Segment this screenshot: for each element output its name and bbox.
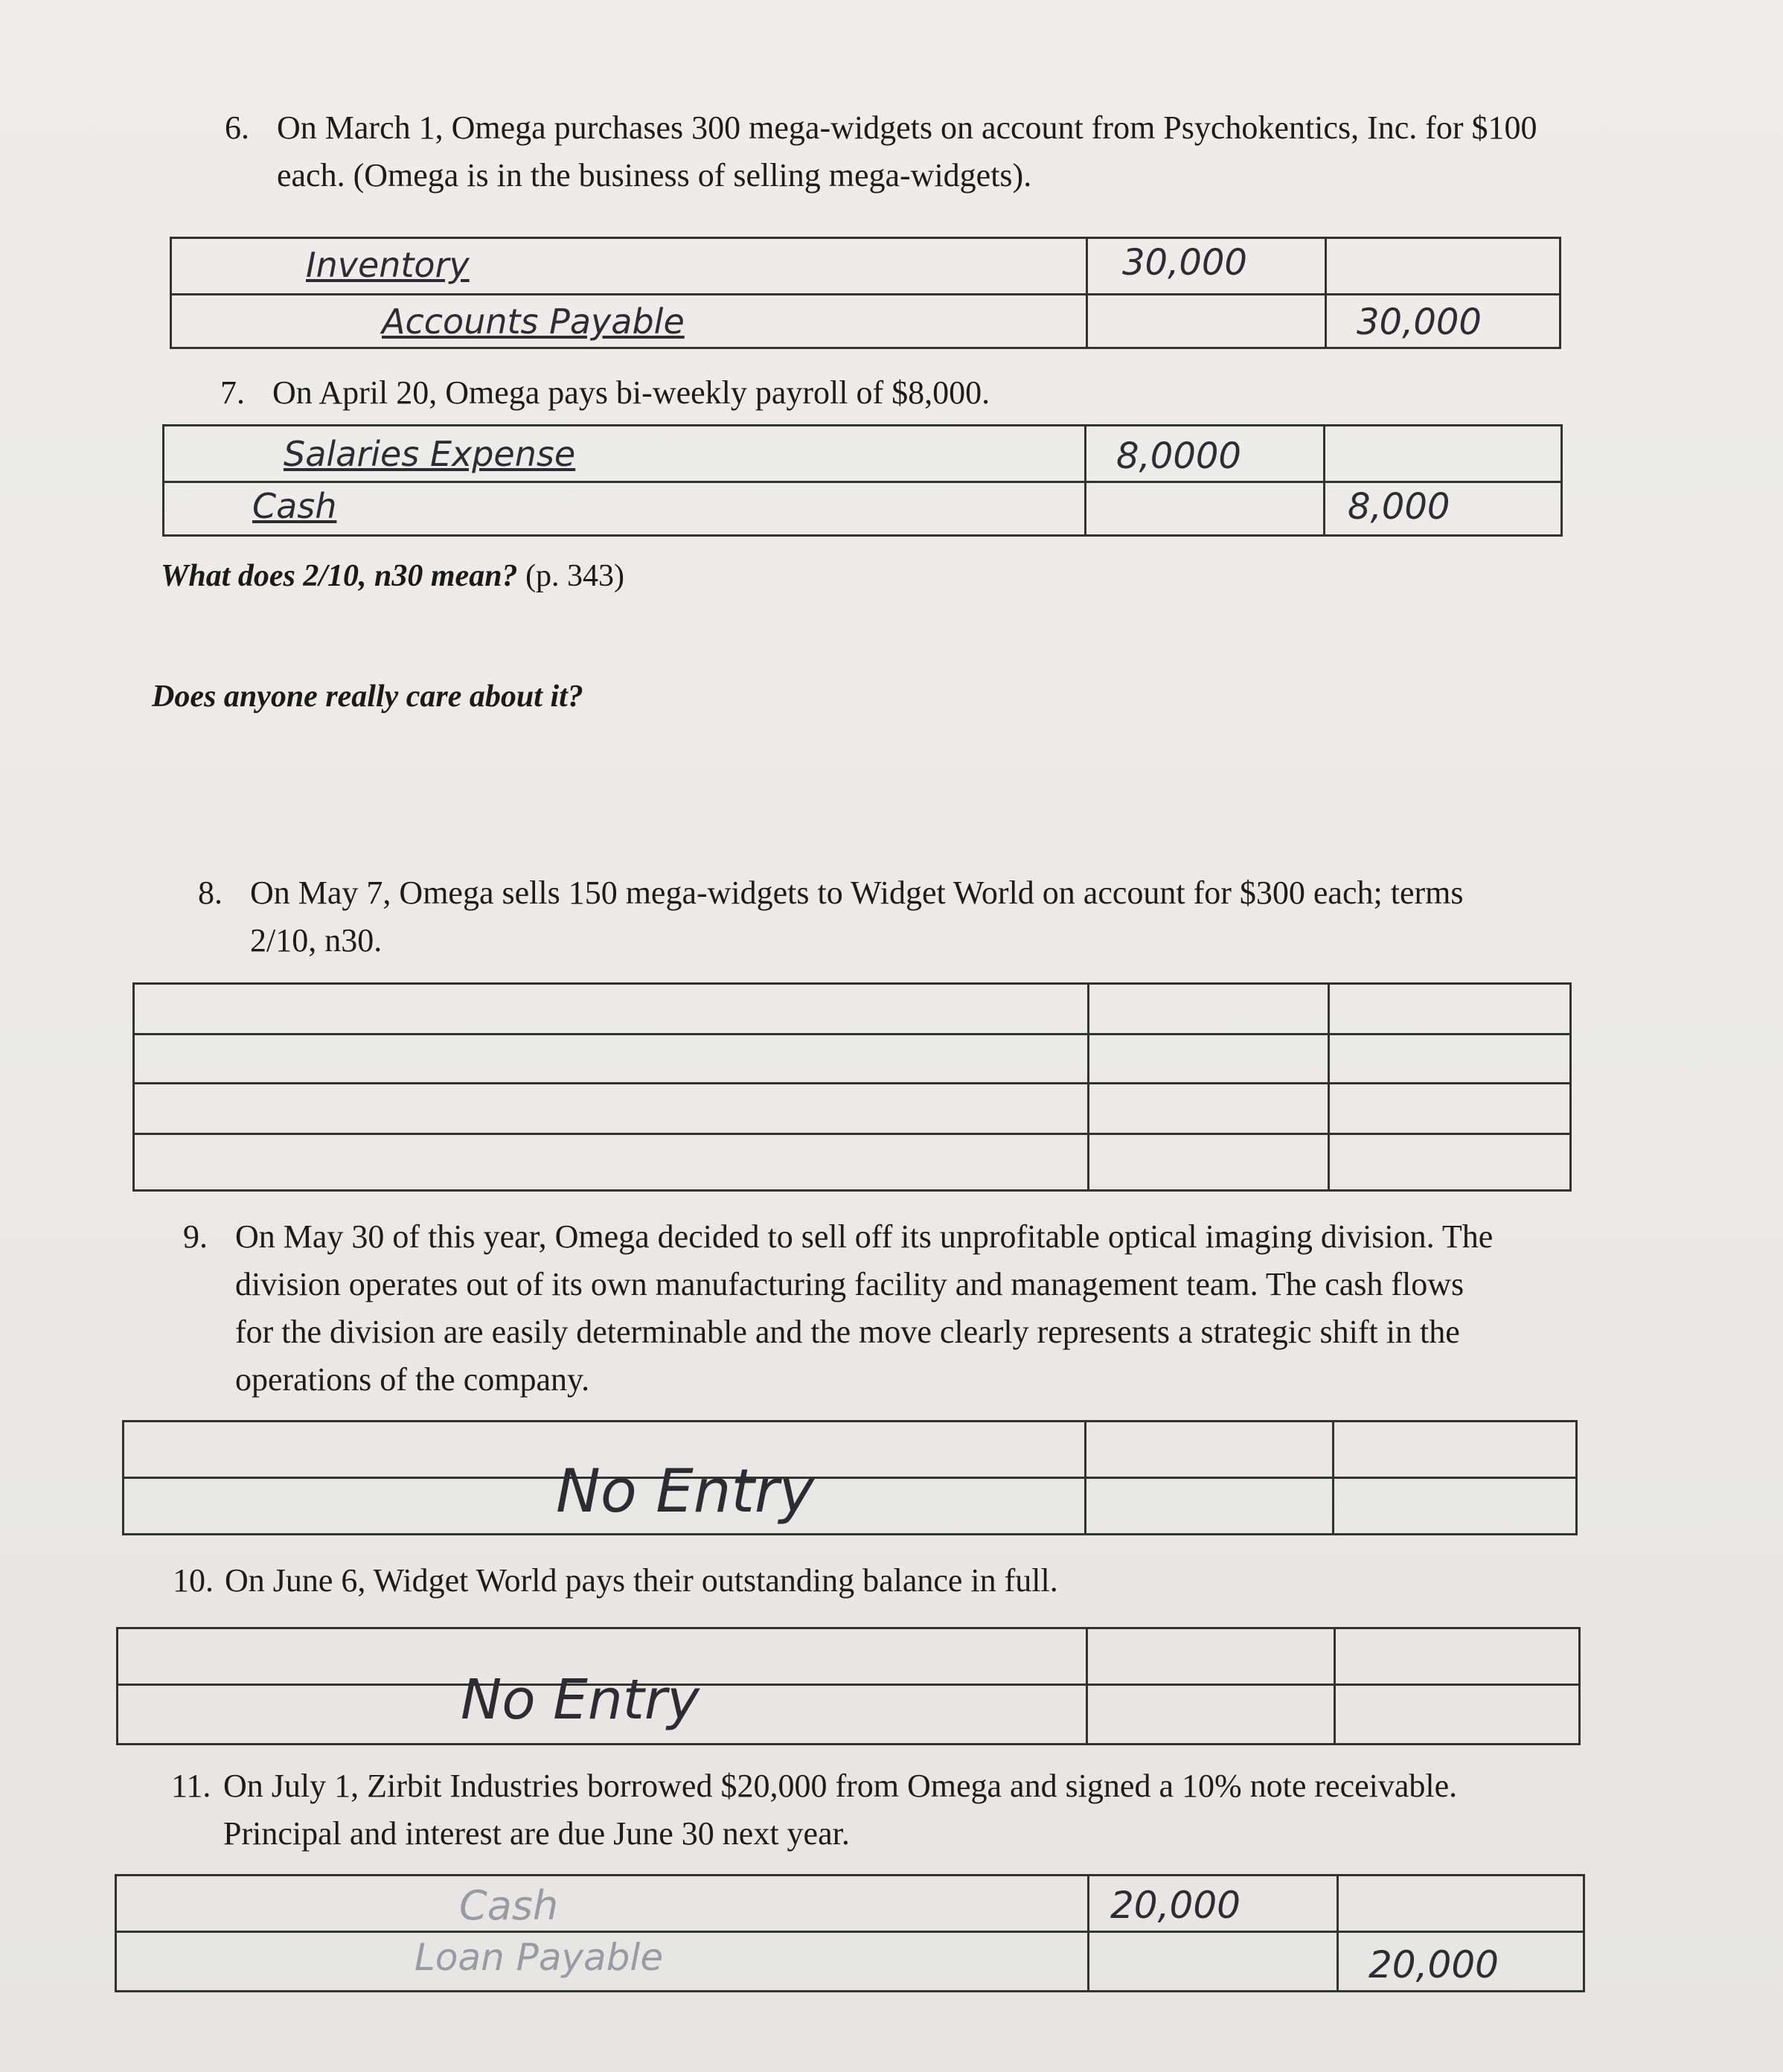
handwritten-account: Inventory: [306, 245, 470, 285]
handwritten-account: Cash: [252, 486, 337, 526]
journal-row: [134, 1035, 1571, 1084]
account-cell[interactable]: [116, 1876, 1089, 1932]
journal-row: [124, 1422, 1577, 1478]
handwritten-account: Salaries Expense: [284, 434, 576, 474]
credit-cell[interactable]: [1326, 295, 1560, 348]
handwritten-no-entry: No Entry: [461, 1668, 700, 1732]
journal-row: [116, 1932, 1584, 1992]
journal-row: [164, 426, 1562, 482]
question-text-line2: Principal and interest are due June 30 next year.: [223, 1815, 850, 1852]
question-text-line1: On April 20, Omega pays bi-weekly payroll of $8,000.: [272, 374, 990, 411]
handwritten-account: Cash: [459, 1882, 559, 1929]
journal-row: [118, 1628, 1580, 1685]
journal-row: [116, 1876, 1584, 1932]
account-cell[interactable]: [134, 1084, 1089, 1134]
question-text-line1: On March 1, Omega purchases 300 mega-widgets on account from Psychokentics, Inc. for $100: [277, 109, 1537, 146]
journal-entry-table-10: [116, 1627, 1581, 1745]
journal-row: [124, 1478, 1577, 1535]
handwritten-debit: 8,0000: [1116, 435, 1241, 477]
handwritten-credit: 30,000: [1357, 301, 1482, 343]
question-text-line3: for the division are easily determinable and the move clearly represents a strategic shift in the: [235, 1314, 1460, 1350]
debit-cell[interactable]: [1087, 1685, 1335, 1745]
journal-entry-table-6: [170, 237, 1561, 349]
credit-cell[interactable]: [1338, 1876, 1584, 1932]
question-text-line4: operations of the company.: [235, 1361, 590, 1398]
journal-row: [134, 1134, 1571, 1191]
debit-cell[interactable]: [1089, 984, 1329, 1035]
debit-cell[interactable]: [1089, 1084, 1329, 1134]
credit-cell[interactable]: [1335, 1685, 1580, 1745]
debit-cell[interactable]: [1087, 1628, 1335, 1685]
question-6: [225, 104, 1639, 201]
question-text-line1: On June 6, Widget World pays their outstanding balance in full.: [225, 1562, 1058, 1599]
account-cell[interactable]: [124, 1457, 1086, 1535]
debit-cell[interactable]: [1089, 1932, 1338, 1992]
credit-cell[interactable]: [1326, 238, 1560, 295]
account-cell[interactable]: [134, 1134, 1089, 1191]
page-reference: (p. 343): [525, 559, 625, 593]
credit-cell[interactable]: [1335, 1628, 1580, 1685]
account-cell[interactable]: [134, 984, 1089, 1035]
credit-cell[interactable]: [1329, 1035, 1571, 1084]
debit-cell[interactable]: [1086, 1422, 1334, 1478]
question-number: 9.: [183, 1218, 208, 1255]
handwritten-no-entry: No Entry: [556, 1457, 815, 1526]
question-8: [198, 869, 1656, 966]
journal-row: [171, 295, 1560, 348]
journal-entry-table-11: [115, 1874, 1585, 1992]
credit-cell[interactable]: [1325, 482, 1562, 536]
question-number: 10.: [173, 1562, 214, 1599]
question-number: 6.: [225, 109, 249, 146]
handwritten-account: Accounts Payable: [382, 301, 685, 342]
debit-cell[interactable]: [1086, 482, 1325, 536]
handwritten-debit: 30,000: [1122, 242, 1247, 284]
account-cell[interactable]: [116, 1932, 1089, 1992]
question-care-text: Does anyone really care about it?: [152, 680, 583, 714]
journal-row: [118, 1685, 1580, 1745]
handwritten-debit: 20,000: [1110, 1884, 1241, 1927]
credit-cell[interactable]: [1329, 1084, 1571, 1134]
question-number: 7.: [220, 374, 245, 411]
question-7: [220, 369, 1634, 417]
question-text-line1: On July 1, Zirbit Industries borrowed $20,000 from Omega and signed a 10% note receivable.: [223, 1768, 1458, 1804]
journal-entry-table-8: [132, 982, 1572, 1192]
credit-cell[interactable]: [1338, 1932, 1584, 1992]
journal-row: [164, 482, 1562, 536]
account-cell[interactable]: [164, 426, 1086, 482]
debit-cell[interactable]: [1086, 1478, 1334, 1535]
journal-entry-table-9: [122, 1420, 1578, 1535]
credit-cell[interactable]: [1334, 1478, 1577, 1535]
debit-cell[interactable]: [1087, 295, 1326, 348]
account-cell[interactable]: [118, 1668, 1087, 1745]
question-9: [183, 1213, 1671, 1407]
credit-cell[interactable]: [1334, 1422, 1577, 1478]
journal-row: [134, 1084, 1571, 1134]
question-11: [171, 1762, 1659, 1859]
question-terms-text: What does 2/10, n30 mean?: [161, 559, 518, 593]
debit-cell[interactable]: [1089, 1134, 1329, 1191]
account-cell[interactable]: [171, 295, 1087, 348]
account-cell[interactable]: [164, 482, 1086, 536]
question-text-line2: division operates out of its own manufacturing facility and management team. The cash flows: [235, 1266, 1465, 1302]
question-number: 8.: [198, 874, 223, 911]
handwritten-credit: 20,000: [1369, 1943, 1499, 1986]
question-text-line1: On May 7, Omega sells 150 mega-widgets to Widget World on account for $300 each; terms: [250, 874, 1464, 911]
question-10: [173, 1557, 1587, 1605]
question-text-line2: each. (Omega is in the business of selling mega-widgets).: [277, 157, 1032, 194]
question-text-line1: On May 30 of this year, Omega decided to sell off its unprofitable optical imaging division. The: [235, 1218, 1494, 1255]
question-text-line2: 2/10, n30.: [250, 922, 382, 959]
question-care: [152, 679, 583, 714]
journal-row: [171, 238, 1560, 295]
account-cell[interactable]: [171, 238, 1087, 295]
credit-cell[interactable]: [1325, 426, 1562, 482]
journal-entry-table-7: [162, 424, 1563, 537]
account-cell[interactable]: [134, 1035, 1089, 1084]
question-terms: [161, 558, 624, 594]
debit-cell[interactable]: [1087, 238, 1326, 295]
handwritten-credit: 8,000: [1348, 486, 1450, 528]
question-number: 11.: [171, 1768, 211, 1804]
debit-cell[interactable]: [1089, 1876, 1338, 1932]
journal-row: [134, 984, 1571, 1035]
debit-cell[interactable]: [1086, 426, 1325, 482]
credit-cell[interactable]: [1329, 1134, 1571, 1191]
debit-cell[interactable]: [1089, 1035, 1329, 1084]
credit-cell[interactable]: [1329, 984, 1571, 1035]
handwritten-account: Loan Payable: [414, 1936, 664, 1979]
